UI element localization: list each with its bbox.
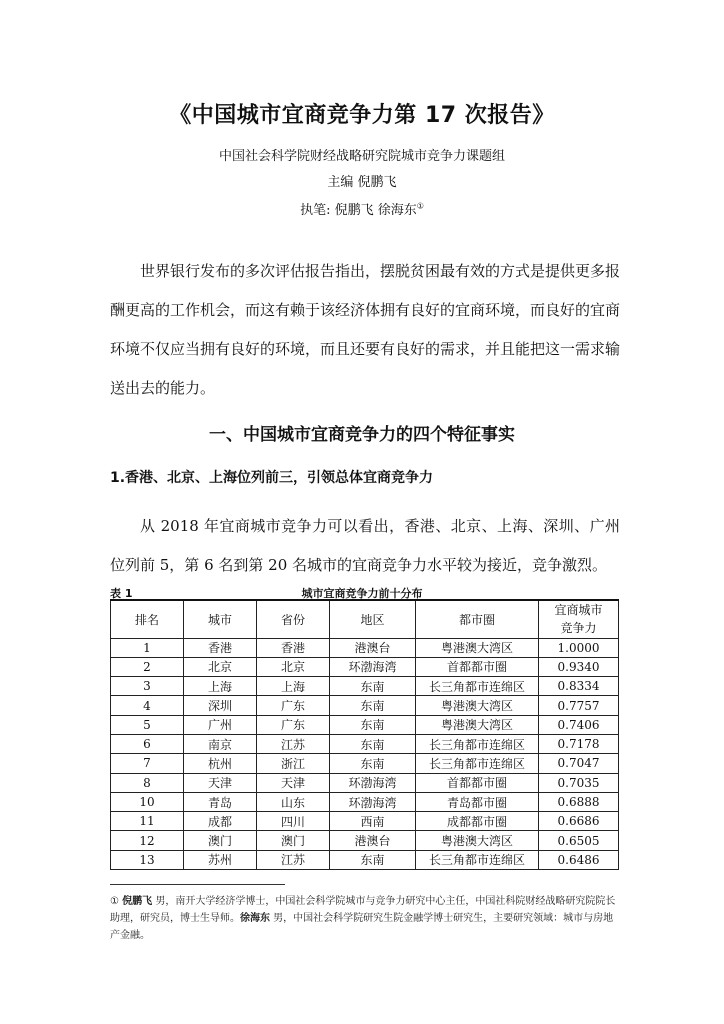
footnote-divider: [110, 884, 285, 885]
table-cell: 东南: [330, 696, 416, 715]
table-cell: 7: [111, 754, 184, 773]
table-caption: 城市宜商竞争力前十分布: [301, 587, 423, 600]
table-cell: 1.0000: [539, 638, 619, 657]
table-cell: 6: [111, 734, 184, 753]
table-cell: 12: [111, 831, 184, 850]
column-header: 都市圈: [416, 600, 539, 638]
table-cell: 长三角都市连绵区: [416, 754, 539, 773]
section-heading: 一、中国城市宜商竞争力的四个特征事实: [209, 425, 515, 445]
table-cell: 长三角都市连绵区: [416, 734, 539, 753]
table-body: [111, 638, 619, 870]
table-cell: 浙江: [257, 754, 330, 773]
column-header: 省份: [257, 600, 330, 638]
ranking-table: [110, 599, 619, 870]
table-cell: 深圳: [184, 696, 257, 715]
table-row: [111, 734, 619, 753]
table-cell: 13: [111, 850, 184, 869]
column-header: 宜商城市 竞争力: [539, 600, 619, 638]
table-cell: 粤港澳大湾区: [416, 696, 539, 715]
table-cell: 东南: [330, 715, 416, 734]
subsection-heading: 1.香港、北京、上海位列前三，引领总体宜商竞争力: [110, 470, 434, 486]
table-cell: 0.6486: [539, 850, 619, 869]
table-cell: 天津: [257, 773, 330, 792]
table-cell: 山东: [257, 792, 330, 811]
table-cell: 长三角都市连绵区: [416, 677, 539, 696]
table-cell: 8: [111, 773, 184, 792]
column-header: 排名: [111, 600, 184, 638]
table-row: [111, 715, 619, 734]
table-row: [111, 792, 619, 811]
table-row: [111, 754, 619, 773]
table-cell: 东南: [330, 677, 416, 696]
table-cell: 0.7035: [539, 773, 619, 792]
authors-text: 执笔: 倪鹏飞 徐海东: [300, 203, 417, 218]
table-cell: 上海: [257, 677, 330, 696]
table-cell: 粤港澳大湾区: [416, 715, 539, 734]
table-cell: 长三角都市连绵区: [416, 850, 539, 869]
authors-line: [0, 199, 724, 218]
table-cell: 东南: [330, 734, 416, 753]
table-cell: 苏州: [184, 850, 257, 869]
table-row: [111, 850, 619, 869]
table-cell: 2: [111, 657, 184, 676]
table-cell: 粤港澳大湾区: [416, 831, 539, 850]
table-cell: 4: [111, 696, 184, 715]
table-cell: 环渤海湾: [330, 773, 416, 792]
editor-line: 主编 倪鹏飞: [327, 175, 397, 190]
table-cell: 0.9340: [539, 657, 619, 676]
footnote-reference-mark: ①: [416, 201, 424, 211]
table-cell: 东南: [330, 850, 416, 869]
table-row: [111, 677, 619, 696]
table-cell: 环渤海湾: [330, 657, 416, 676]
table-cell: 北京: [184, 657, 257, 676]
column-header: 城市: [184, 600, 257, 638]
table-row: [111, 831, 619, 850]
organization-line: 中国社会科学院财经战略研究院城市竞争力课题组: [218, 149, 505, 164]
table-cell: 0.6888: [539, 792, 619, 811]
table-cell: 四川: [257, 812, 330, 831]
table-cell: 澳门: [257, 831, 330, 850]
table-cell: 5: [111, 715, 184, 734]
footnote-author-1-bio: 男，南开大学经济学博士，中国社会科学院城市与竞争力研究中心主任，中国社科院财经战略研究院院长助理，研究员，博士生导师。: [110, 896, 616, 924]
report-title: 《中国城市宜商竞争力第 17 次报告》: [169, 103, 555, 128]
table-cell: 广东: [257, 696, 330, 715]
table-cell: 港澳台: [330, 831, 416, 850]
table-cell: 1: [111, 638, 184, 657]
table-cell: 0.7047: [539, 754, 619, 773]
table-cell: 北京: [257, 657, 330, 676]
table-cell: 青岛都市圈: [416, 792, 539, 811]
table-cell: 广东: [257, 715, 330, 734]
table-cell: 江苏: [257, 850, 330, 869]
table-cell: 0.6505: [539, 831, 619, 850]
table-cell: 0.7757: [539, 696, 619, 715]
table-cell: 11: [111, 812, 184, 831]
table-cell: 澳门: [184, 831, 257, 850]
table-cell: 南京: [184, 734, 257, 753]
table-cell: 成都都市圈: [416, 812, 539, 831]
table-cell: 杭州: [184, 754, 257, 773]
subsection-paragraph: 从 2018 年宜商城市竞争力可以看出，香港、北京、上海、深圳、广州位列前 5，第 6 名到第 20 名城市的宜商竞争力水平较为接近，竞争激烈。: [110, 517, 620, 574]
table-cell: 首都都市圈: [416, 773, 539, 792]
table-cell: 0.7178: [539, 734, 619, 753]
table-cell: 粤港澳大湾区: [416, 638, 539, 657]
table-cell: 10: [111, 792, 184, 811]
table-row: [111, 657, 619, 676]
table-row: [111, 638, 619, 657]
column-header: 地区: [330, 600, 416, 638]
table-cell: 江苏: [257, 734, 330, 753]
table-cell: 首都都市圈: [416, 657, 539, 676]
table-label: 表 1: [110, 587, 133, 600]
table-cell: 东南: [330, 754, 416, 773]
table-row: [111, 696, 619, 715]
table-cell: 上海: [184, 677, 257, 696]
table-cell: 西南: [330, 812, 416, 831]
table-cell: 环渤海湾: [330, 792, 416, 811]
table-cell: 广州: [184, 715, 257, 734]
intro-paragraph: 世界银行发布的多次评估报告指出，摆脱贫困最有效的方式是提供更多报酬更高的工作机会，而这有赖于该经济体拥有良好的宜商环境，而良好的宜商环境不仅应当拥有良好的环境，而且还要有良好的需求，并且能把这一需求输送出去的能力。: [110, 262, 621, 397]
footnote-author-2-bio: 男，中国社会科学院研究生院金融学博士研究生，主要研究领域：城市与房地产金融。: [110, 913, 614, 941]
footnote-author-1: 倪鹏飞: [122, 896, 153, 907]
footnote-mark: ①: [110, 896, 119, 907]
table-header-row: [111, 600, 619, 638]
table-cell: 0.7406: [539, 715, 619, 734]
table-row: [111, 773, 619, 792]
table-cell: 香港: [257, 638, 330, 657]
footnote-author-2: 徐海东: [240, 913, 270, 924]
table-row: [111, 812, 619, 831]
footnote: [110, 893, 618, 944]
table-cell: 香港: [184, 638, 257, 657]
table-cell: 0.6686: [539, 812, 619, 831]
table-cell: 港澳台: [330, 638, 416, 657]
table-cell: 成都: [184, 812, 257, 831]
table-cell: 0.8334: [539, 677, 619, 696]
table-cell: 青岛: [184, 792, 257, 811]
table-cell: 3: [111, 677, 184, 696]
table-cell: 天津: [184, 773, 257, 792]
